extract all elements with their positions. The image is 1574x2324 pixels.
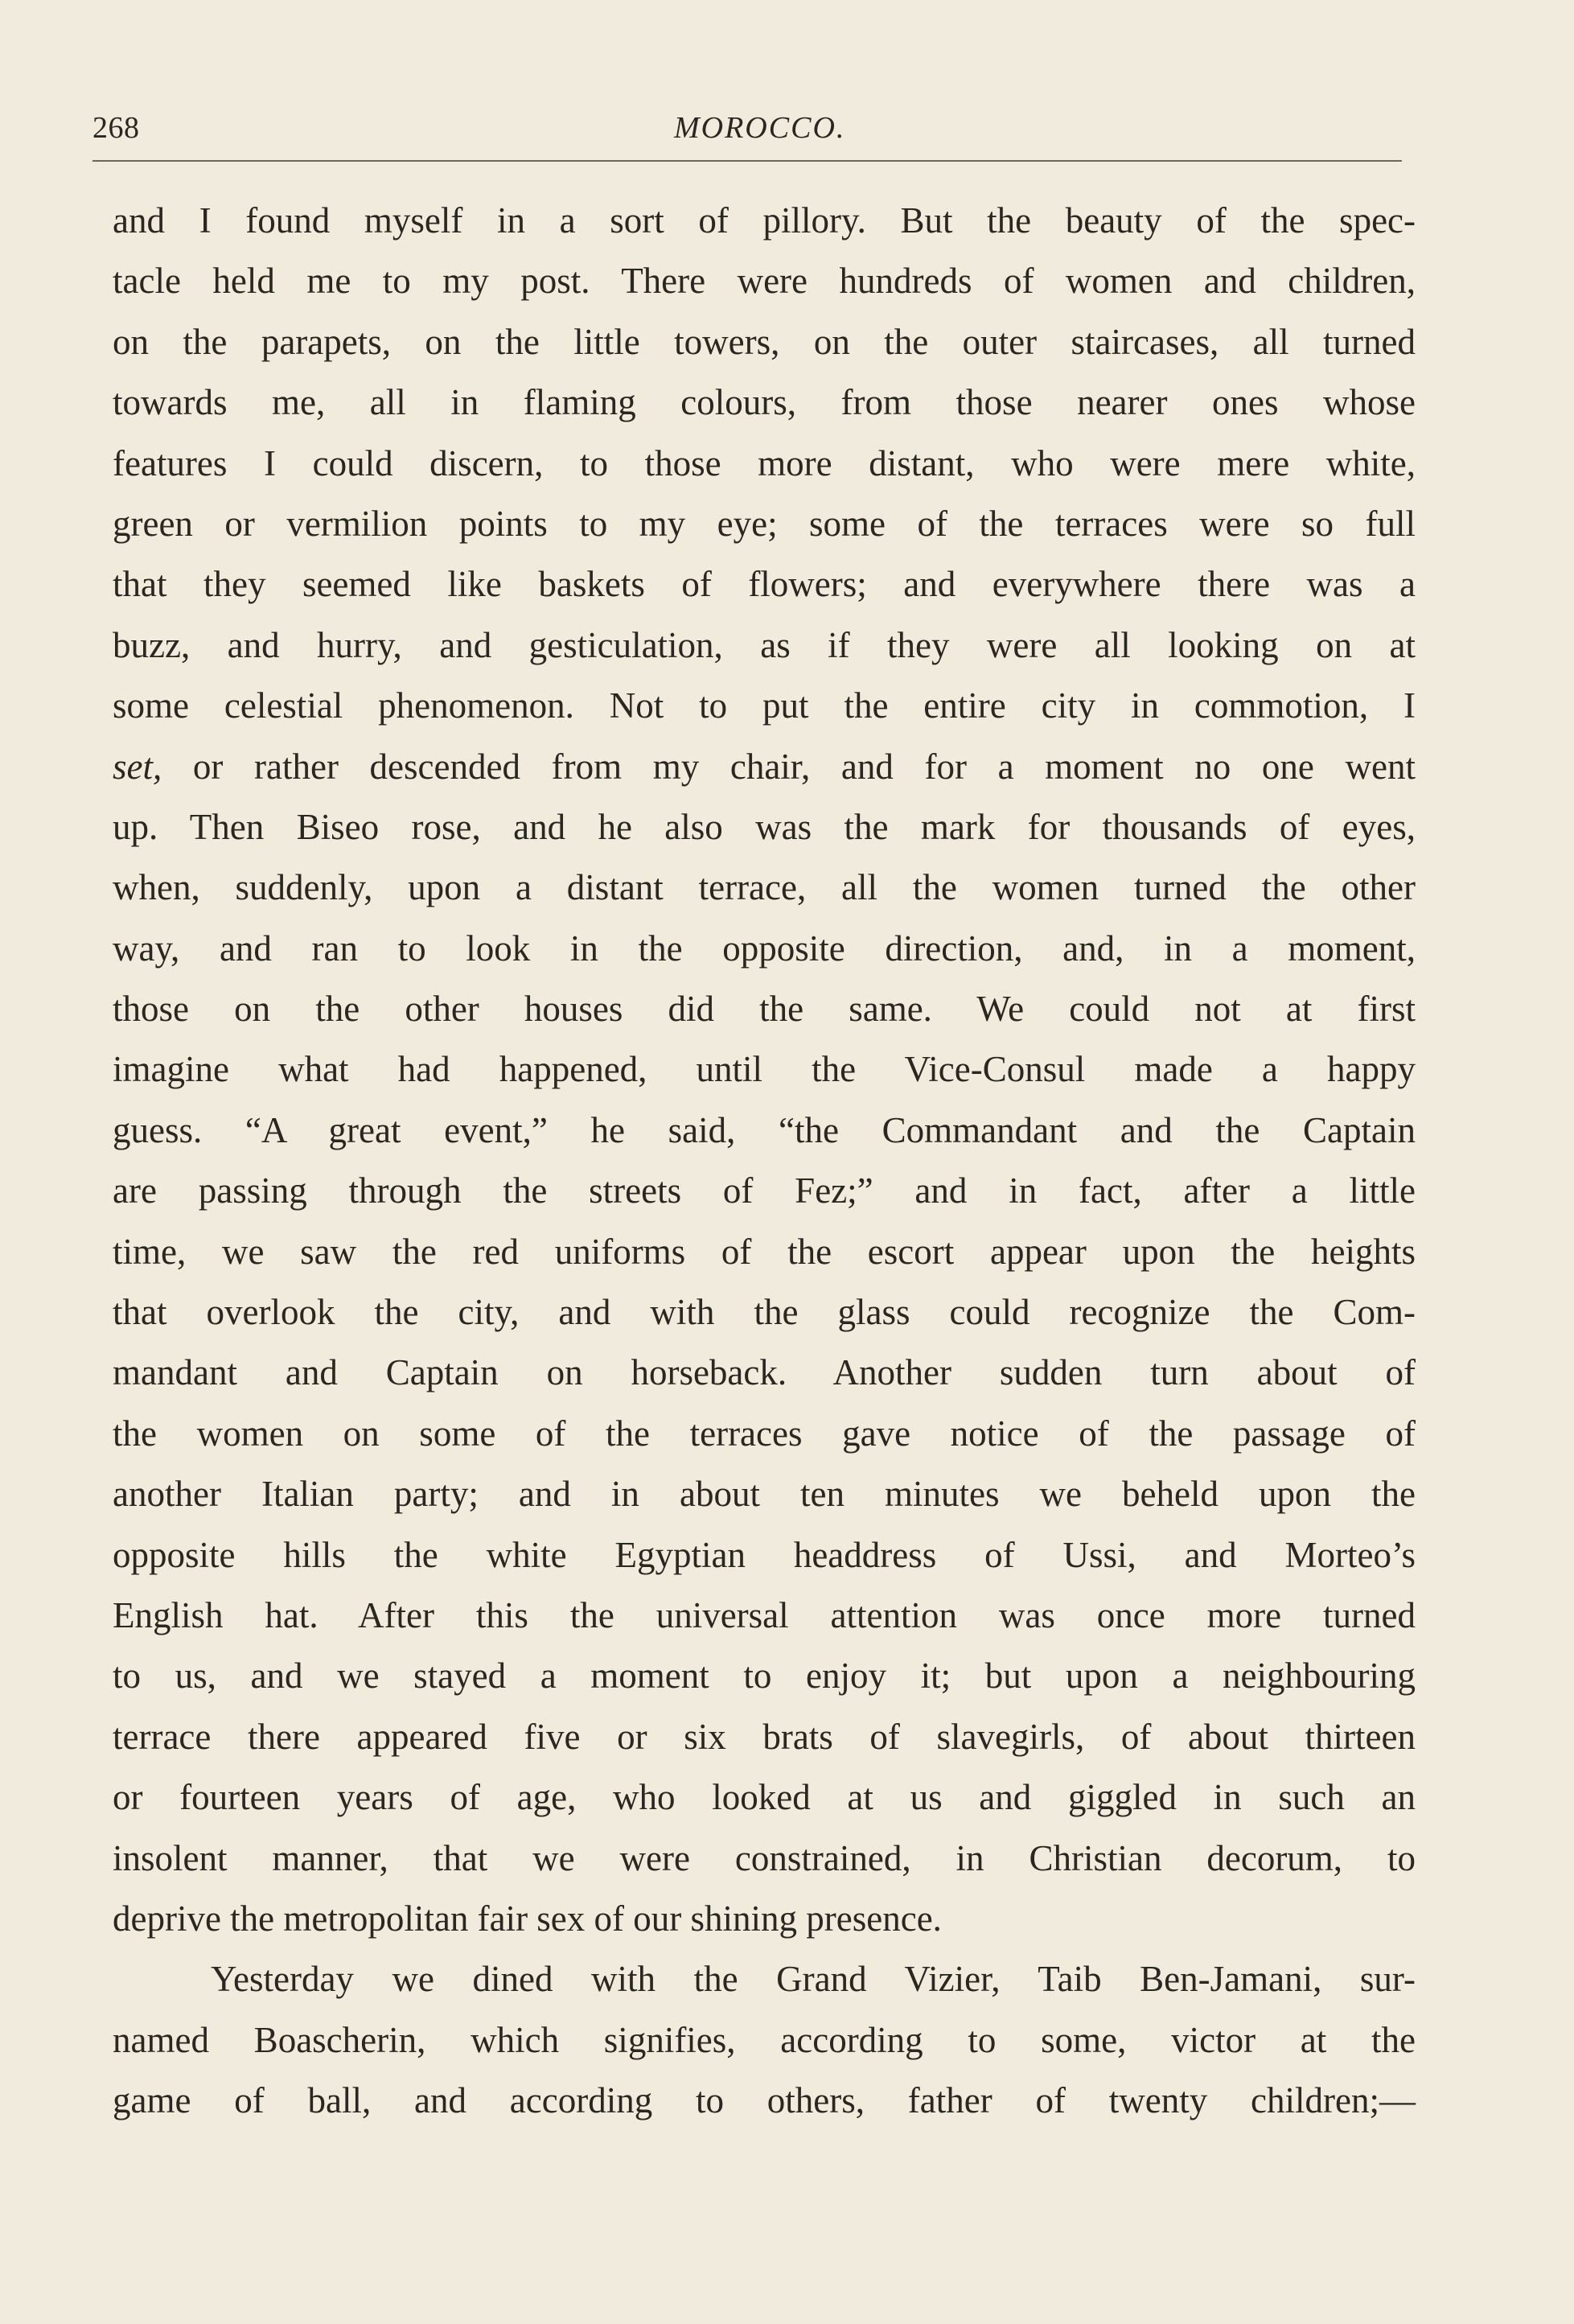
text-line: some celestial phenomenon. Not to put the entire city in commotion, I xyxy=(113,685,1416,726)
page-number: 268 xyxy=(92,111,140,145)
text-line: Yesterday we dined with the Grand Vizier, Taib Ben-Jamani, sur- xyxy=(211,1959,1416,2000)
text-line: way, and ran to look in the opposite direction, and, in a moment, xyxy=(113,928,1416,969)
text-line: to us, and we stayed a moment to enjoy it; but upon a neighbouring xyxy=(113,1656,1416,1697)
text-line: the women on some of the terraces gave notice of the passage of xyxy=(113,1413,1416,1454)
paragraph-2 xyxy=(113,1956,1416,2138)
text-line: or fourteen years of age, who looked at us and giggled in such an xyxy=(113,1777,1416,1818)
text-line: another Italian party; and in about ten minutes we beheld upon the xyxy=(113,1474,1416,1515)
text-line: time, we saw the red uniforms of the escort appear upon the heights xyxy=(113,1231,1416,1272)
text-line: are passing through the streets of Fez;” and in fact, after a little xyxy=(113,1170,1416,1211)
text-line: tacle held me to my post. There were hundreds of women and children, xyxy=(113,261,1416,302)
running-title: MOROCCO. xyxy=(674,111,846,145)
text-line: terrace there appeared five or six brats of slavegirls, of about thirteen xyxy=(113,1716,1416,1757)
text-line: when, suddenly, upon a distant terrace, all the women turned the other xyxy=(113,867,1416,908)
text-line: that they seemed like baskets of flowers; and everywhere there was a xyxy=(113,564,1416,605)
text-line: green or vermilion points to my eye; some of the terraces were so full xyxy=(113,503,1416,544)
text-line: up. Then Biseo rose, and he also was the mark for thousands of eyes, xyxy=(113,806,1416,847)
paragraph-1 xyxy=(113,198,1416,1956)
text-line-with-italic xyxy=(113,744,1416,804)
italic-word: set, xyxy=(113,746,162,787)
text-line: on the parapets, on the little towers, on the outer staircases, all turned xyxy=(113,321,1416,362)
text-line: insolent manner, that we were constrained, in Christian decorum, to xyxy=(113,1837,1416,1878)
text-line: guess. “A great event,” he said, “the Commandant and the Captain xyxy=(113,1109,1416,1150)
text-line-rest: or rather descended from my chair, and for a moment no one went xyxy=(192,746,1416,787)
text-line: mandant and Captain on horseback. Another sudden turn about of xyxy=(113,1352,1416,1393)
header-rule xyxy=(92,160,1402,162)
body-text xyxy=(113,198,1416,2139)
text-line: towards me, all in flaming colours, from those nearer ones whose xyxy=(113,382,1416,423)
text-line: those on the other houses did the same. We could not at first xyxy=(113,989,1416,1030)
text-line: English hat. After this the universal attention was once more turned xyxy=(113,1594,1416,1635)
text-line-paragraph-end: deprive the metropolitan fair sex of our shining presence. xyxy=(113,1898,942,1939)
text-line: that overlook the city, and with the glass could recognize the Com- xyxy=(113,1292,1416,1333)
text-line: features I could discern, to those more distant, who were mere white, xyxy=(113,442,1416,483)
text-line: opposite hills the white Egyptian headdress of Ussi, and Morteo’s xyxy=(113,1534,1416,1575)
text-line: and I found myself in a sort of pillory. But the beauty of the spec- xyxy=(113,200,1416,241)
text-line: game of ball, and according to others, father of twenty children;— xyxy=(113,2080,1416,2121)
text-line: imagine what had happened, until the Vice-Consul made a happy xyxy=(113,1049,1416,1090)
text-line: buzz, and hurry, and gesticulation, as if they were all looking on at xyxy=(113,624,1416,665)
text-line: named Boascherin, which signifies, according to some, victor at the xyxy=(113,2019,1416,2060)
